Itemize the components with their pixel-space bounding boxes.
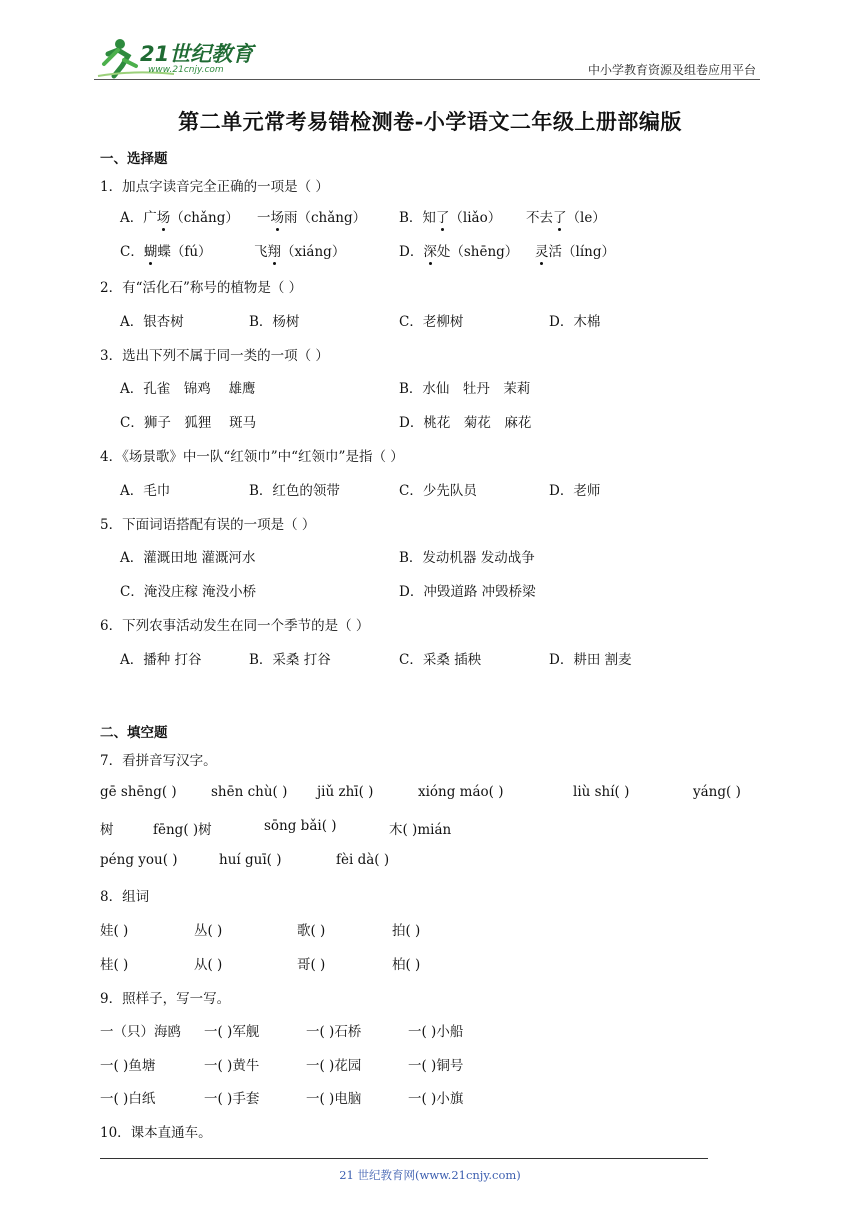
- dotted-char: 场: [270, 210, 284, 226]
- q3-option-d: D．桃花 菊花 麻花: [399, 415, 532, 431]
- q1-option-b-part1: B．知了（liǎo）: [399, 210, 502, 226]
- site-logo: [94, 36, 264, 80]
- pinyin-item: yáng( ): [693, 784, 741, 800]
- word-blank: 娃( ): [100, 923, 129, 939]
- pinyin-item: liù shí( ): [573, 784, 630, 800]
- question-9-stem: 9．照样子，写一写。: [100, 991, 231, 1007]
- question-3-stem: 3．选出下列不属于同一类的一项（ ）: [100, 348, 329, 364]
- pinyin-item: gē shēng( ): [100, 784, 177, 800]
- pinyin-item: shēn chù( ): [211, 784, 288, 800]
- logo-url: www.21cnjy.com: [148, 65, 224, 75]
- question-2-stem: 2．有“活化石”称号的植物是（ ）: [100, 280, 303, 296]
- question-8-stem: 8．组词: [100, 889, 150, 905]
- measure-word-item: 一( )小船: [408, 1024, 464, 1040]
- measure-word-item: 一（只）海鸥: [100, 1024, 181, 1040]
- measure-word-item: 一( )小旗: [408, 1091, 464, 1107]
- platform-name: 中小学教育资源及组卷应用平台: [587, 63, 756, 77]
- question-10-stem: 10．课本直通车。: [100, 1125, 212, 1141]
- pinyin-item: 木( )mián: [389, 822, 452, 838]
- measure-word-item: 一( )鱼塘: [100, 1058, 156, 1074]
- pinyin-item: huí guī( ): [219, 852, 282, 868]
- q2-option-a: A．银杏树: [120, 314, 184, 330]
- measure-word-item: 一( )电脑: [306, 1091, 362, 1107]
- q4-option-b: B．红色的领带: [249, 483, 340, 499]
- measure-word-item: 一( )花园: [306, 1058, 362, 1074]
- logo-text: 21世纪教育: [140, 42, 254, 66]
- document-title: 第二单元常考易错检测卷-小学语文二年级上册部编版: [178, 109, 682, 134]
- q6-option-d: D．耕田 割麦: [549, 652, 632, 668]
- word-blank: 丛( ): [194, 923, 223, 939]
- q4-option-a: A．毛巾: [120, 483, 171, 499]
- question-4-stem: 4．《场景歌》中一队“红领巾”中“红领巾”是指（ ）: [100, 449, 404, 465]
- measure-word-item: 一( )军舰: [204, 1024, 260, 1040]
- q1-option-a-part1: A．广场（chǎng）: [120, 210, 239, 226]
- dotted-char: 了: [435, 210, 450, 226]
- q5-option-c: C．淹没庄稼 淹没小桥: [120, 584, 257, 600]
- dotted-char: 深: [423, 244, 437, 260]
- measure-word-item: 一( )石桥: [306, 1024, 362, 1040]
- q1-option-d-part2: 灵活（líng）: [535, 244, 615, 260]
- dotted-char: 翔: [267, 244, 281, 260]
- dotted-char: 蝴: [143, 244, 158, 260]
- word-blank: 从( ): [194, 957, 223, 973]
- pinyin-item: jiǔ zhī( ): [317, 784, 374, 800]
- q6-option-a: A．播种 打谷: [120, 652, 202, 668]
- q2-option-d: D．木棉: [549, 314, 601, 330]
- question-1-stem: 1．加点字读音完全正确的一项是（ ）: [100, 179, 329, 195]
- measure-word-item: 一( )白纸: [100, 1091, 156, 1107]
- q5-option-a: A．灌溉田地 灌溉河水: [120, 550, 256, 566]
- q1-option-b-part2: 不去了（le）: [526, 210, 606, 226]
- pinyin-item: xióng máo( ): [418, 784, 504, 800]
- q5-option-b: B．发动机器 发动战争: [399, 550, 535, 566]
- dotted-char: 了: [553, 210, 567, 226]
- measure-word-item: 一( )铜号: [408, 1058, 464, 1074]
- pinyin-item: fèi dà( ): [336, 852, 390, 868]
- footer-divider: [100, 1158, 708, 1159]
- q1-option-c-part2: 飞翔（xiáng）: [254, 244, 346, 260]
- q3-option-b: B．水仙 牡丹 茉莉: [399, 381, 531, 397]
- q3-option-a: A．孔雀 锦鸡 雄鹰: [120, 381, 256, 397]
- pinyin-item: sōng bǎi( ): [264, 818, 337, 834]
- q2-option-b: B．杨树: [249, 314, 300, 330]
- word-blank: 拍( ): [392, 923, 421, 939]
- question-5-stem: 5．下面词语搭配有误的一项是（ ）: [100, 517, 316, 533]
- q4-option-c: C．少先队员: [399, 483, 477, 499]
- q2-option-c: C．老柳树: [399, 314, 464, 330]
- dotted-char: 灵: [535, 244, 549, 260]
- word-blank: 歌( ): [297, 923, 326, 939]
- pinyin-item: 树: [100, 822, 114, 838]
- q1-option-d-part1: D．深处（shēng）: [399, 244, 519, 260]
- q1-option-c-part1: C．蝴蝶（fú）: [120, 244, 212, 260]
- word-blank: 桂( ): [100, 957, 129, 973]
- header-divider: [94, 79, 760, 80]
- section-heading-fill: 二、填空题: [100, 725, 168, 741]
- word-blank: 柏( ): [392, 957, 421, 973]
- q4-option-d: D．老师: [549, 483, 601, 499]
- q5-option-d: D．冲毁道路 冲毁桥梁: [399, 584, 536, 600]
- q3-option-c: C．狮子 狐狸 斑马: [120, 415, 257, 431]
- q1-option-a-part2: 一场雨（chǎng）: [257, 210, 367, 226]
- dotted-char: 场: [156, 210, 171, 226]
- pinyin-item: péng you( ): [100, 852, 178, 868]
- measure-word-item: 一( )黄牛: [204, 1058, 260, 1074]
- pinyin-item: fēng( )树: [153, 822, 212, 838]
- q6-option-b: B．采桑 打谷: [249, 652, 331, 668]
- q6-option-c: C．采桑 插秧: [399, 652, 482, 668]
- question-7-stem: 7．看拼音写汉字。: [100, 753, 217, 769]
- footer-link[interactable]: 21 世纪教育网(www.21cnjy.com): [339, 1168, 521, 1182]
- word-blank: 哥( ): [297, 957, 326, 973]
- section-heading-choice: 一、选择题: [100, 151, 168, 167]
- question-6-stem: 6．下列农事活动发生在同一个季节的是（ ）: [100, 618, 370, 634]
- measure-word-item: 一( )手套: [204, 1091, 260, 1107]
